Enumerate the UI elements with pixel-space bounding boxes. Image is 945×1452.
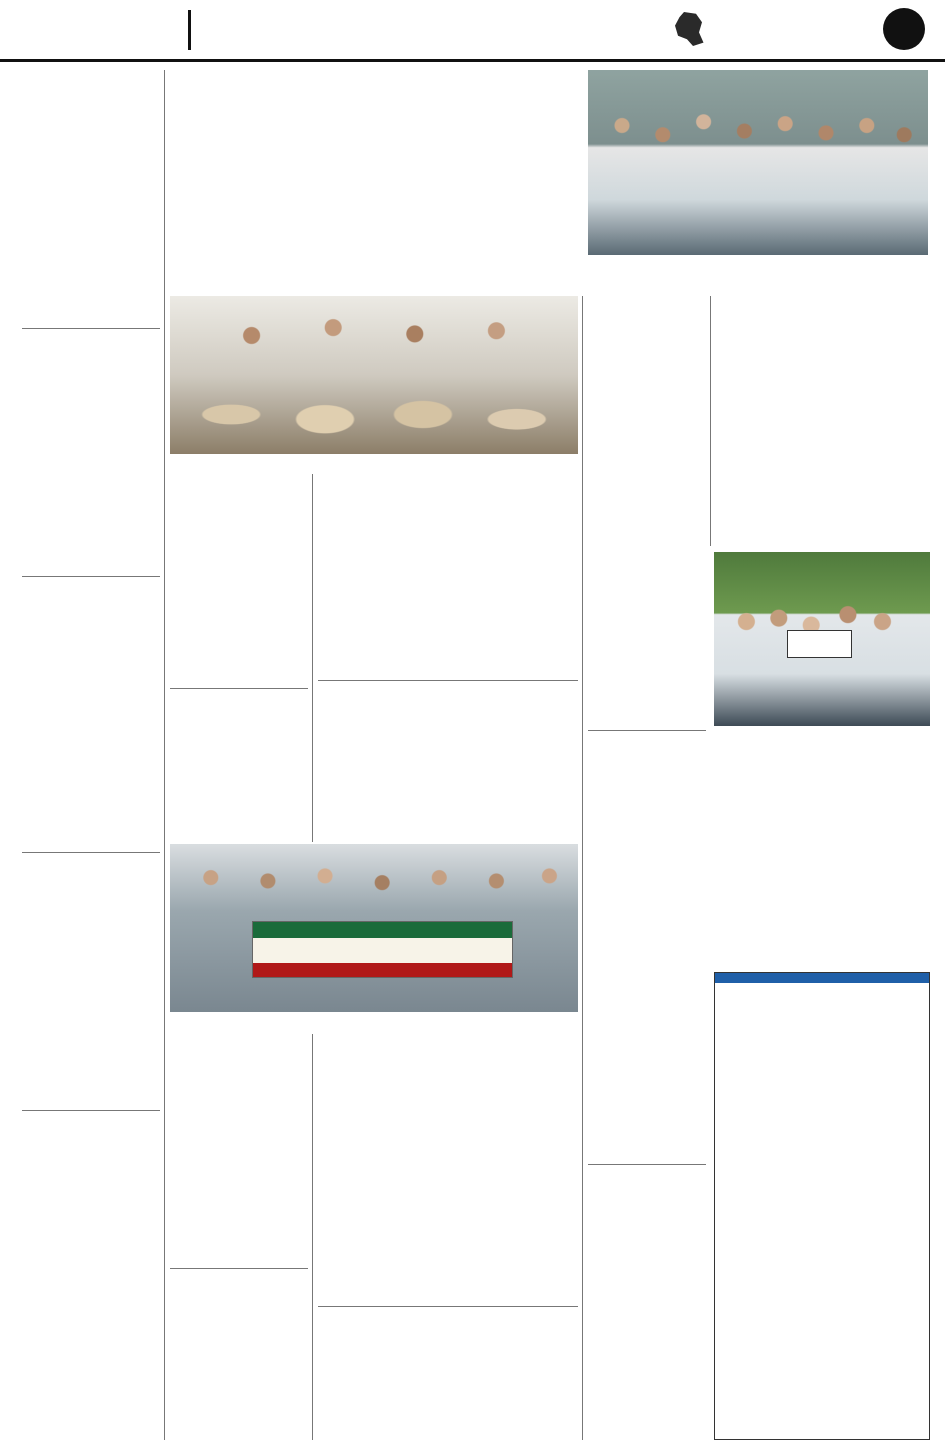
newspaper-logo [28, 8, 178, 52]
story-shariatpur-snake [22, 582, 160, 806]
column-rule [710, 296, 711, 546]
harvester-handover-photo [714, 552, 930, 726]
banglamark-sign [787, 630, 852, 658]
divider [318, 1306, 578, 1307]
page-number [883, 8, 925, 50]
lead-headline [170, 72, 578, 164]
story-body [170, 698, 308, 828]
story-body [22, 338, 160, 528]
story-body [714, 304, 930, 494]
center-upper [318, 474, 578, 842]
protest-caption [170, 1016, 578, 1028]
story-body [170, 1038, 308, 1208]
divider [170, 688, 308, 689]
story-body [588, 300, 706, 680]
column-rule [312, 474, 313, 842]
story-lp-gas [22, 858, 160, 1062]
section-logo [675, 6, 925, 54]
story-body [170, 478, 308, 628]
story-body [318, 1316, 578, 1416]
masthead [0, 0, 945, 62]
column-rule [312, 1034, 313, 1440]
story-palestine-protest [170, 1034, 308, 1208]
story-horse-rally [318, 1312, 578, 1416]
story-sylhet [714, 972, 930, 1440]
divider [170, 1268, 308, 1269]
sylhet-headline-band [715, 973, 929, 983]
story-body [22, 862, 160, 1062]
story-body [170, 1278, 308, 1388]
story-body [22, 586, 160, 806]
divider [588, 1164, 706, 1165]
story-srimangal [714, 744, 930, 968]
story-body [588, 740, 706, 1110]
story-dupchanchia-arrest [170, 694, 308, 828]
story-body [714, 750, 930, 910]
story-madrasa [318, 1038, 578, 1228]
lead-col-2 [308, 172, 436, 292]
protest-photo [170, 844, 578, 1012]
story-drowned-student [588, 736, 706, 1110]
rally-photo-caption [588, 258, 928, 272]
story-jhenaidah [714, 296, 930, 546]
column-rule [164, 70, 165, 1440]
grain-sacks-photo [170, 296, 578, 454]
center-lower [318, 1034, 578, 1440]
story-no-helmet [22, 1116, 160, 1380]
story-magura [22, 70, 160, 264]
lead-col-3 [446, 172, 576, 292]
story-pre-budget [588, 1170, 706, 1394]
story-porsha [318, 686, 578, 820]
bangladesh-map-icon [675, 12, 705, 46]
story-dupchanchia-club [22, 334, 160, 528]
story-body [318, 1038, 578, 1228]
masthead-divider [188, 10, 191, 50]
lead-body [170, 172, 578, 292]
story-body [22, 74, 160, 264]
spacer [588, 278, 816, 292]
mid-right-column [588, 296, 706, 1440]
divider [22, 1110, 160, 1111]
divider [22, 328, 160, 329]
rally-photo [588, 70, 928, 255]
story-body [715, 983, 929, 1403]
divider [588, 730, 706, 731]
lead-col-1 [170, 172, 298, 292]
divider [22, 852, 160, 853]
story-body [318, 690, 578, 820]
mid-left-column-lower [170, 1034, 308, 1440]
harvester-handover-caption [714, 728, 930, 738]
story-savar [318, 478, 578, 628]
story-body [318, 478, 578, 628]
divider [22, 576, 160, 577]
story-body [22, 1120, 160, 1380]
divider [318, 680, 578, 681]
left-column [22, 70, 160, 1440]
grain-sacks-caption [170, 457, 578, 469]
protest-banner [252, 921, 513, 978]
column-rule [582, 296, 583, 1440]
story-harvester [588, 300, 706, 680]
story-zinc-rice [170, 1274, 308, 1388]
story-kazipur [170, 474, 308, 628]
story-body [588, 1174, 706, 1394]
